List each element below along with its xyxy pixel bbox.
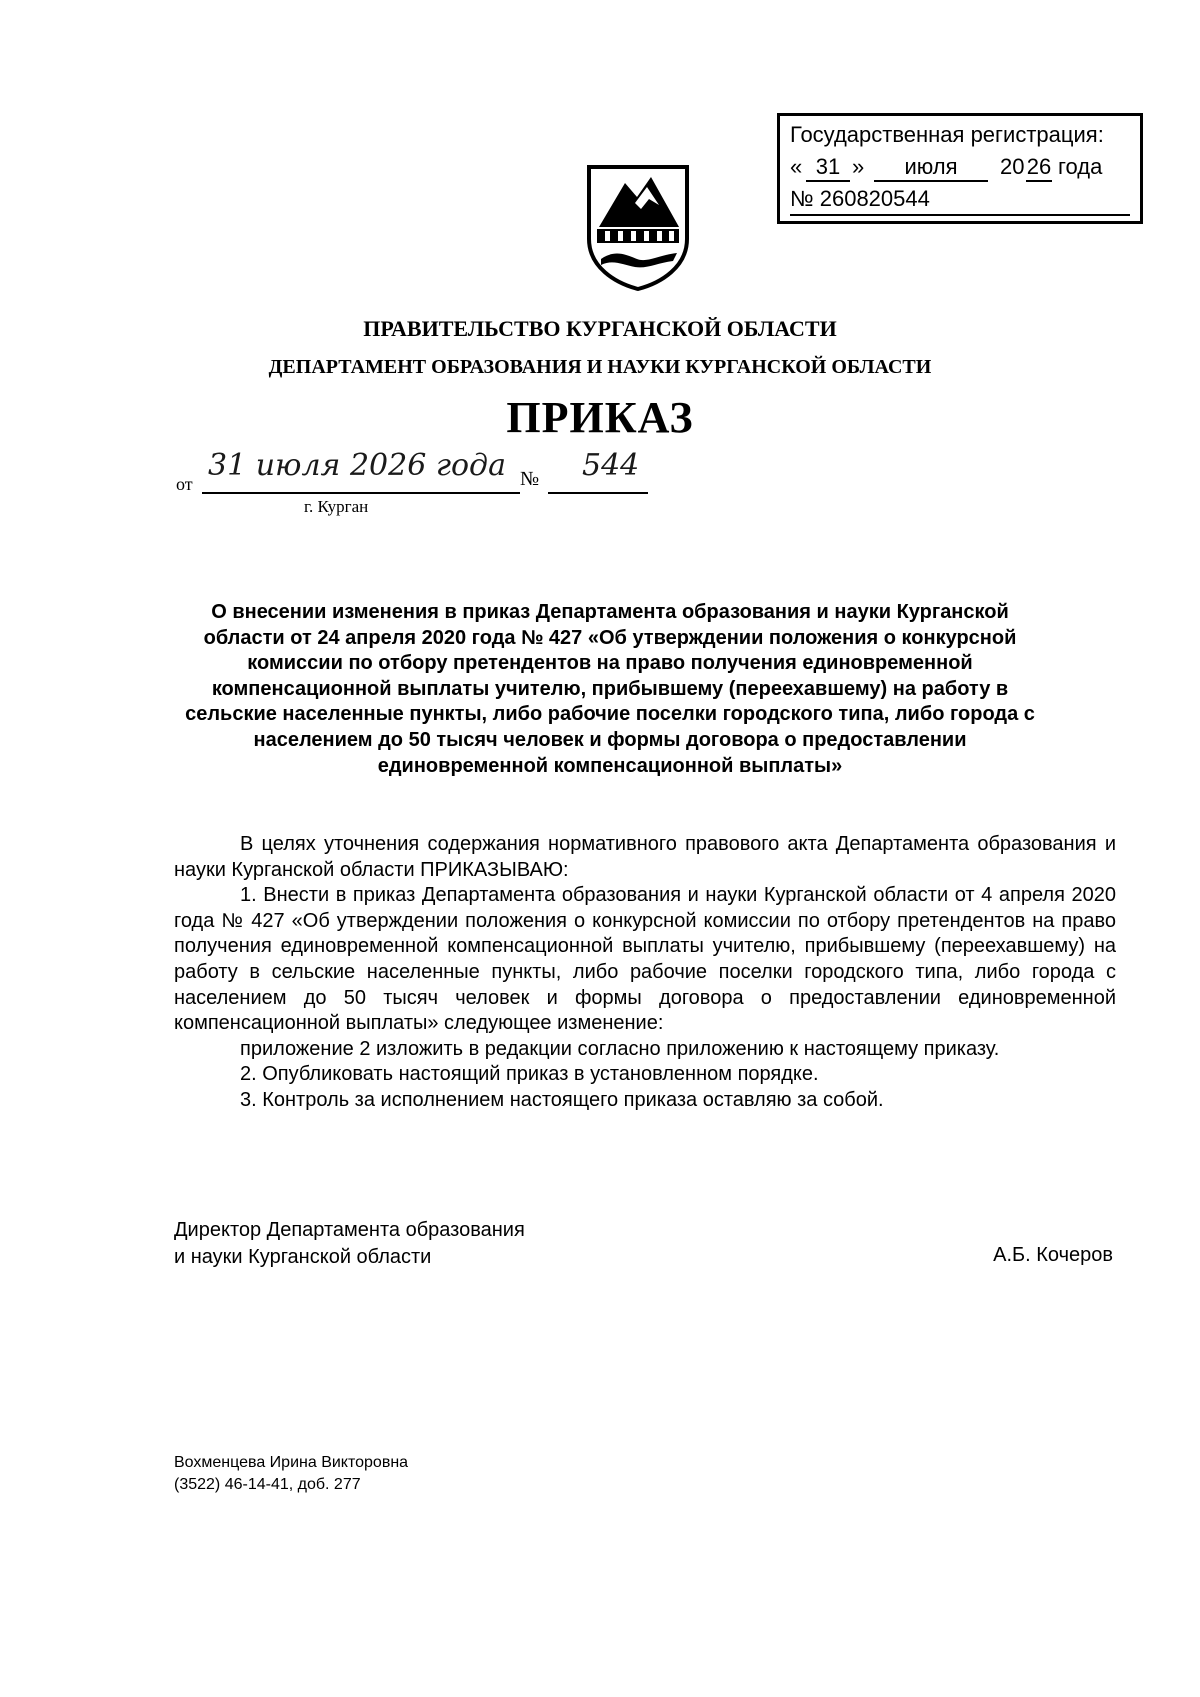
order-item-1-detail: приложение 2 изложить в редакции согласно приложению к настоящему приказу.: [240, 1037, 1000, 1060]
registration-title: Государственная регистрация:: [790, 122, 1104, 147]
executor-info: [174, 1452, 408, 1496]
executor-name: Вохменцева Ирина Викторовна: [174, 1454, 409, 1471]
registration-date: [790, 154, 1140, 182]
order-body: [174, 832, 1116, 1114]
registration-number: 260820544: [819, 186, 930, 211]
order-number-label: №: [520, 468, 540, 490]
signatory-name: А.Б. Кочеров: [993, 1244, 1113, 1266]
order-number-handwritten: 544: [582, 448, 640, 483]
order-preamble: В целях уточнения содержания нормативного правового акта Департамента образования и науки Курганской области ПРИКАЗЫВАЮ:: [174, 833, 1116, 881]
registration-number-line: [790, 186, 1130, 216]
government-name: ПРАВИТЕЛЬСТВО КУРГАНСКОЙ ОБЛАСТИ: [363, 316, 837, 341]
order-city: г. Курган: [304, 497, 369, 516]
order-item-1: 1. Внести в приказ Департамента образования и науки Курганской области от 4 апреля 2020 года № 427 «Об утверждении положения о конкурсной комиссии по отбору претендентов на право получения единовременной компенсационной выплаты учителю, прибывшему (переехавшему) на работу в сельские населенные пункты, либо рабочие поселки городского типа, либо города с населением до 50 тысяч человек и формы договора о предоставлении единовременной компенсационной выплаты» следующее изменение:: [174, 884, 1116, 1035]
registration-year-word: года: [1058, 154, 1103, 179]
signatory-position-line1: Директор Департамента образования: [174, 1219, 525, 1241]
coat-of-arms-icon: [585, 163, 691, 291]
registration-open-quote: «: [790, 154, 803, 179]
order-item-3: 3. Контроль за исполнением настоящего приказа оставляю за собой.: [240, 1088, 884, 1111]
order-from-label: от: [176, 474, 193, 494]
registration-day: 31: [806, 154, 850, 182]
registration-year-suffix: 26: [1026, 154, 1052, 182]
registration-month: июля: [874, 154, 988, 182]
executor-phone: (3522) 46-14-41, доб. 277: [174, 1476, 361, 1493]
signatory-position: [174, 1217, 525, 1271]
registration-number-prefix: №: [790, 186, 814, 211]
registration-close-quote: »: [852, 154, 865, 179]
order-item-2: 2. Опубликовать настоящий приказ в установленном порядке.: [240, 1063, 819, 1086]
registration-year-prefix: 20: [1000, 154, 1025, 179]
order-subject: О внесении изменения в приказ Департамента образования и науки Курганской области от 24 апреля 2020 года № 427 «Об утверждении положения о конкурсной комиссии по отбору претендентов на право получения единовременной компенсационной выплаты учителю, прибывшему (переехавшему) на работу в сельские населенные пункты, либо рабочие поселки городского типа, либо города с населением до 50 тысяч человек и формы договора о предоставлении единовременной компенсационной выплаты»: [185, 601, 1035, 777]
order-date-handwritten: 31 июля 2026 года: [208, 448, 506, 483]
department-name: ДЕПАРТАМЕНТ ОБРАЗОВАНИЯ И НАУКИ КУРГАНСКОЙ ОБЛАСТИ: [268, 356, 932, 378]
registration-stamp: [777, 113, 1143, 224]
document-type: ПРИКАЗ: [506, 393, 694, 442]
signatory-position-line2: и науки Курганской области: [174, 1246, 432, 1268]
